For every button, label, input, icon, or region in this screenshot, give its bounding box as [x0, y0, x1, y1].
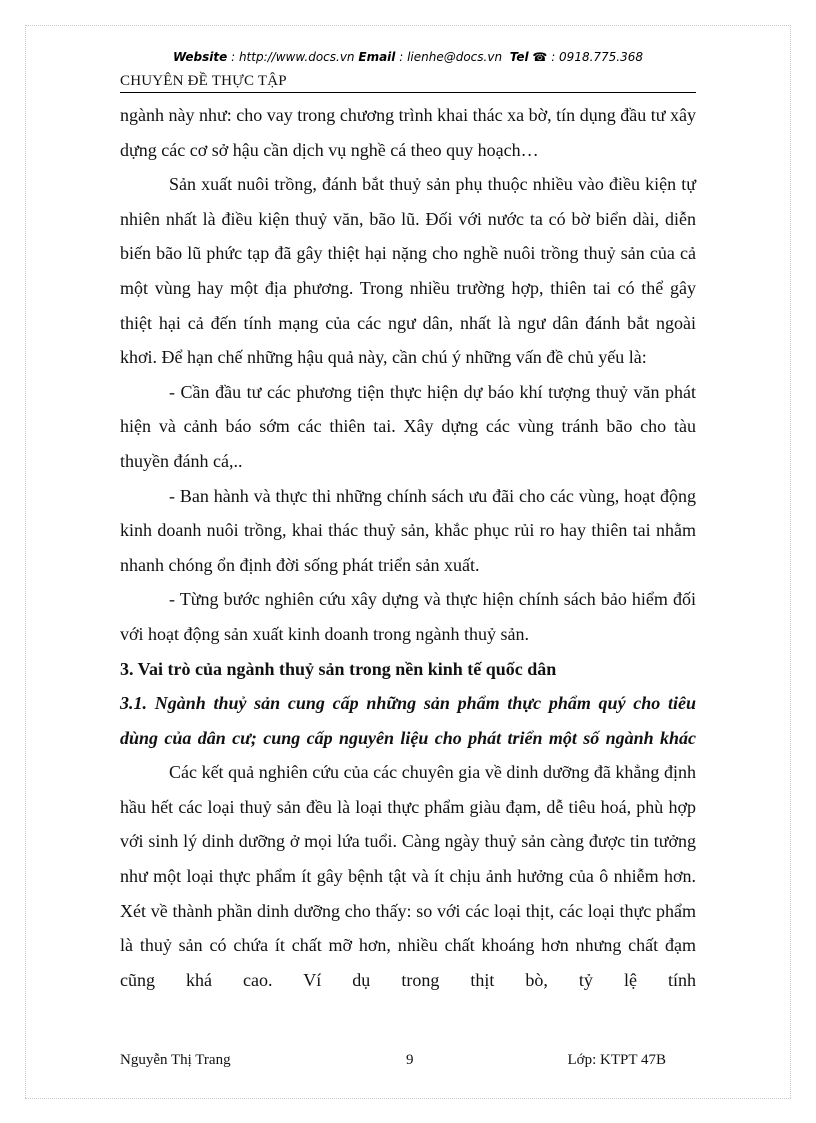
- paragraph-preferential-policies: - Ban hành và thực thi những chính sách ưu đãi cho các vùng, hoạt động kinh doanh nuôi trồng, khai thác thuỷ sản, khắc phục rủi ro hay thiên tai nhằm nhanh chóng ổn định đời sống phát triển sản xuất.: [120, 485, 696, 575]
- email-label: Email: [358, 50, 396, 64]
- website-label: Website: [172, 50, 228, 64]
- page-border-bottom: [25, 1098, 791, 1099]
- paragraph-insurance-policy: - Từng bước nghiên cứu xây dựng và thực hiện chính sách bảo hiểm đối với hoạt động sản xuất kinh doanh trong ngành thuỷ sản.: [120, 589, 696, 644]
- header-divider: [120, 92, 696, 93]
- phone-icon: ☎: [532, 50, 548, 64]
- paragraph-continuation: ngành này như: cho vay trong chương trình khai thác xa bờ, tín dụng đầu tư xây dựng các cơ sở hậu cần dịch vụ nghề cá theo quy hoạch…: [120, 105, 696, 160]
- section-heading-3: 3. Vai trò của ngành thuỷ sản trong nền kinh tế quốc dân: [120, 658, 557, 679]
- document-body: [120, 98, 696, 997]
- paragraph-natural-conditions: Sản xuất nuôi trồng, đánh bắt thuỷ sản phụ thuộc nhiều vào điều kiện tự nhiên nhất là điều kiện thuỷ văn, bão lũ. Đối với nước ta có bờ biển dài, diễn biến bão lũ phức tạp đã gây thiệt hại nặng cho nghề nuôi trồng thuỷ sản của cả một vùng hay một địa phương. Trong nhiều trường hợp, thiên tai có thể gây thiệt hại cả đến tính mạng của các ngư dân, nhất là ngư dân đánh bắt ngoài khơi. Để hạn chế những hậu quả này, cần chú ý những vấn đề chủ yếu là:: [120, 174, 696, 368]
- website-link[interactable]: http://www.docs.vn: [238, 50, 355, 64]
- page-border-top: [25, 25, 791, 26]
- document-title: CHUYÊN ĐỀ THỰC TẬP: [120, 73, 287, 89]
- footer-class: Lớp: KTPT 47B: [567, 1052, 666, 1068]
- tel-number: : 0918.775.368: [547, 50, 644, 64]
- paragraph-nutrition: Các kết quả nghiên cứu của các chuyên gia về dinh dưỡng đã khẳng định hầu hết các loại thuỷ sản đều là loại thực phẩm giàu đạm, dễ tiêu hoá, phù hợp với sinh lý dinh dưỡng ở mọi lứa tuổi. Càng ngày thuỷ sản càng được tin tưởng như một loại thực phẩm ít gây bệnh tật và ít chịu ảnh hưởng của ô nhiễm hơn. Xét về thành phần dinh dưỡng cho thấy: so với các loại thịt, các loại thực phẩm là thuỷ sản có chứa ít chất mỡ hơn, nhiều chất khoáng hơn nhưng chất đạm cũng khá cao. Ví dụ trong thịt bò, tỷ lệ tính: [120, 762, 696, 990]
- paragraph-forecast-investment: - Cần đầu tư các phương tiện thực hiện dự báo khí tượng thuỷ văn phát hiện và cảnh báo sớm các thiên tai. Xây dựng các vùng tránh bão cho tàu thuyền đánh cá,..: [120, 381, 696, 471]
- section-heading-3-1: 3.1. Ngành thuỷ sản cung cấp những sản phẩm thực phẩm quý cho tiêu dùng của dân cư; cung cấp nguyên liệu cho phát triển một số ngành khác: [120, 693, 696, 748]
- header-contact-line: Website : http://www.docs.vn Email : lienhe@docs.vn Tel ☎ : 0918.775.368: [172, 50, 644, 64]
- email-link[interactable]: lienhe@docs.vn: [407, 50, 503, 64]
- page-border-right: [790, 25, 791, 1098]
- page-number: 9: [406, 1052, 414, 1068]
- tel-label: Tel: [509, 50, 529, 64]
- page-border-left: [25, 25, 26, 1098]
- footer-author: Nguyễn Thị Trang: [120, 1052, 231, 1068]
